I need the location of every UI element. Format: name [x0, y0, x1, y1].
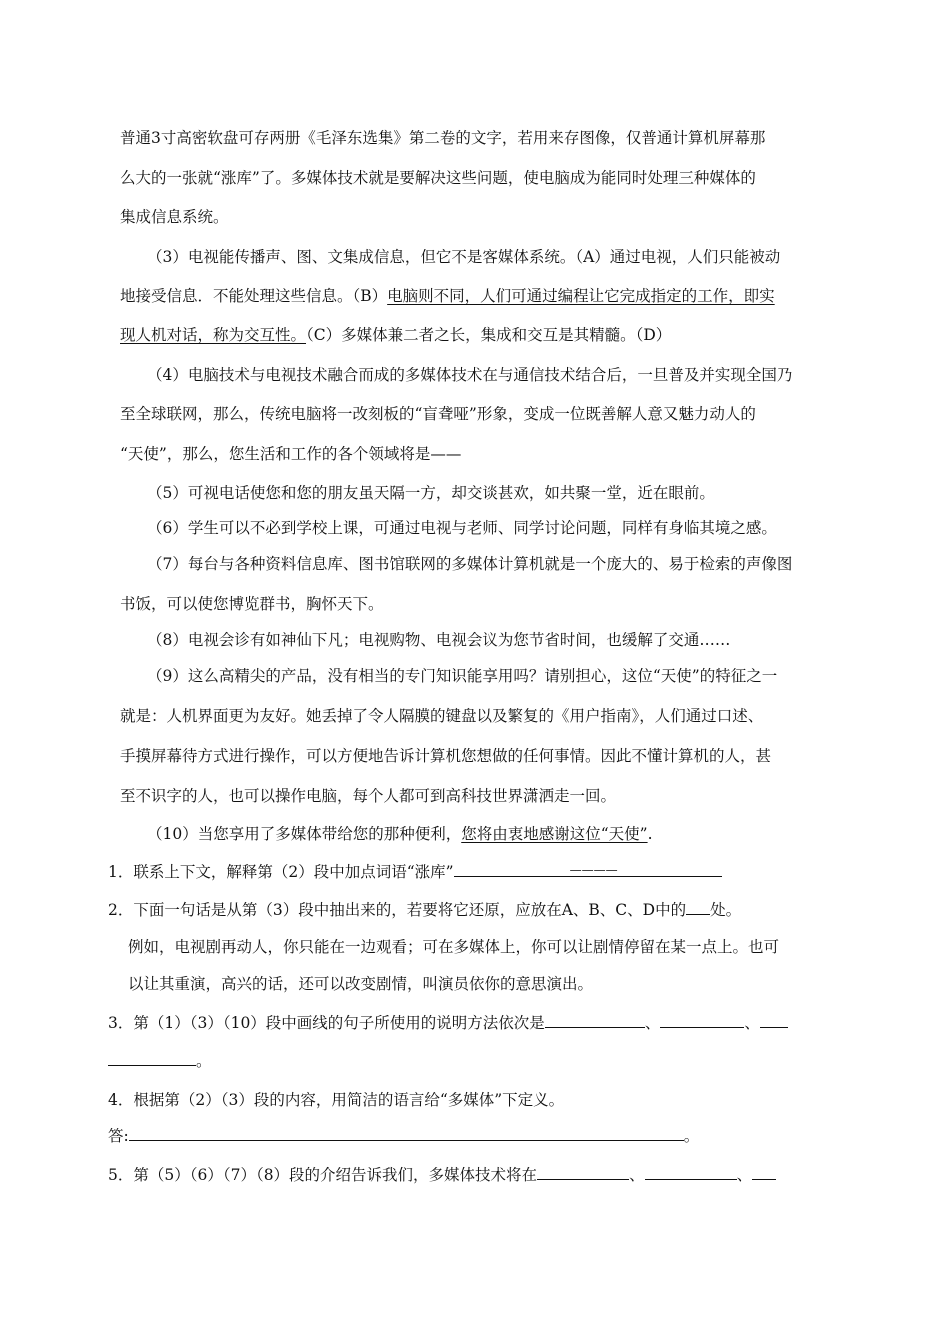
answer-blank-q4[interactable] [129, 1126, 684, 1141]
answer-blank-q1b[interactable] [554, 862, 634, 877]
para3-line2 [120, 286, 775, 306]
answer-blank-q5a[interactable] [537, 1165, 629, 1180]
question-5-text: 5．第（5）（6）（7）（8）段的介绍告诉我们，多媒体技术将在 [108, 1166, 538, 1184]
para3-underlined-sentence-part1: 电脑则不同，人们可通过编程让它完成指定的工作，即实 [387, 287, 775, 305]
para7-line2: 书饭，可以使您博览群书，胸怀天下。 [120, 595, 384, 613]
question-1 [108, 862, 722, 882]
answer-blank-q3b[interactable] [660, 1013, 744, 1028]
para9-line2: 就是：人机界面更为友好。她丢掉了令人隔膜的键盘以及繁复的《用户指南》，人们通过口述、 [120, 707, 764, 725]
para2-line1: 普通3寸高密软盘可存两册《毛泽东选集》第二卷的文字，若用来存图像，仅普通计算机屏幕那 [120, 129, 766, 147]
q1-dashes: ———— [569, 863, 618, 877]
q5-sep-1: 、 [629, 1166, 645, 1184]
para6: （6）学生可以不必到学校上课，可通过电视与老师、同学讨论问题，同样有身临其境之感。 [147, 519, 777, 537]
para5: （5）可视电话使您和您的朋友虽天隔一方，却交谈甚欢，如共聚一堂，近在眼前。 [147, 484, 715, 502]
para9-line3: 手摸屏幕待方式进行操作，可以方便地告诉计算机您想做的任何事情。因此不懂计算机的人，甚 [120, 747, 772, 765]
para10-period: . [647, 825, 653, 843]
q3-end: 。 [196, 1052, 212, 1070]
para10-text: （10）当您享用了多媒体带给您的那种便利， [147, 825, 462, 843]
para9-line4: 至不识字的人，也可以操作电脑，每个人都可到高科技世界潇洒走一回。 [120, 787, 617, 805]
question-2-example-line1: 例如，电视剧再动人，你只能在一边观看；可在多媒体上，你可以让剧情停留在某一点上。也可 [128, 938, 780, 956]
para10 [147, 824, 653, 844]
answer-label: 答: [108, 1127, 129, 1145]
question-2-example-line2: 以让其重演，高兴的话，还可以改变剧情，叫演员依你的意思演出。 [128, 975, 594, 993]
question-2-text: 2．下面一句话是从第（3）段中抽出来的，若要将它还原，应放在A、B、C、D中的 [108, 901, 687, 919]
q4-end: 。 [683, 1127, 700, 1145]
para4-line1: （4）电脑技术与电视技术融合而成的多媒体技术在与通信技术结合后，一旦普及并实现全国乃 [147, 366, 793, 384]
question-1-text: 1．联系上下文，解释第（2）段中加点词语“涨库” [108, 863, 454, 881]
para10-underlined-sentence: 您将由衷地感谢这位“天使” [461, 825, 648, 843]
q5-sep-2: 、 [736, 1166, 753, 1184]
answer-blank-q5b[interactable] [645, 1165, 737, 1180]
answer-blank-q3c-cont[interactable] [108, 1051, 196, 1066]
para2-line3: 集成信息系统。 [120, 208, 229, 226]
para3-line3-text: （C）多媒体兼二者之长，集成和交互是其精髓。（D） [306, 326, 672, 344]
question-2 [108, 900, 741, 920]
question-3 [108, 1013, 788, 1033]
question-3-text: 3．第（1）（3）（10）段中画线的句子所使用的说明方法依次是 [108, 1014, 545, 1032]
para7-line1: （7）每台与各种资料信息库、图书馆联网的多媒体计算机就是一个庞大的、易于检索的声像图 [147, 555, 793, 573]
para3-line3 [120, 325, 671, 345]
q3-sep-2: 、 [744, 1014, 760, 1032]
question-5 [108, 1165, 776, 1185]
question-3-continued [108, 1051, 212, 1071]
para8: （8）电视会诊有如神仙下凡；电视购物、电视会议为您节省时间，也缓解了交通…… [147, 631, 731, 649]
para3-underlined-sentence-part2: 现人机对话，称为交互性。 [120, 326, 307, 344]
answer-blank-q3c[interactable] [760, 1013, 788, 1028]
question-4: 4．根据第（2）（3）段的内容，用简洁的语言给“多媒体”下定义。 [108, 1091, 565, 1109]
answer-blank-q3a[interactable] [545, 1013, 645, 1028]
para3-line2-text: 地接受信息．不能处理这些信息。（B） [120, 287, 388, 305]
question-2-suffix: 处。 [710, 901, 742, 919]
para9-line1: （9）这么高精尖的产品，没有相当的专门知识能享用吗？请别担心，这位“天使”的特征之一 [147, 667, 778, 685]
para4-line2: 至全球联网，那么，传统电脑将一改刻板的“盲聋哑”形象，变成一位既善解人意又魅力动人的 [120, 405, 756, 423]
answer-blank-q2[interactable] [686, 900, 710, 915]
question-4-answer [108, 1126, 699, 1146]
q3-sep-1: 、 [644, 1014, 661, 1032]
para2-line2: 么大的一张就“涨库”了。多媒体技术就是要解决这些问题，使电脑成为能同时处理三种媒体的 [120, 169, 756, 187]
para4-line3: “天使”，那么，您生活和工作的各个领域将是—— [120, 445, 462, 463]
answer-blank-q1c[interactable] [634, 862, 722, 877]
answer-blank-q5c[interactable] [752, 1165, 776, 1180]
para3-line1: （3）电视能传播声、图、文集成信息，但它不是客媒体系统。（A）通过电视，人们只能被动 [147, 248, 781, 266]
answer-blank-q1a[interactable] [454, 862, 554, 877]
